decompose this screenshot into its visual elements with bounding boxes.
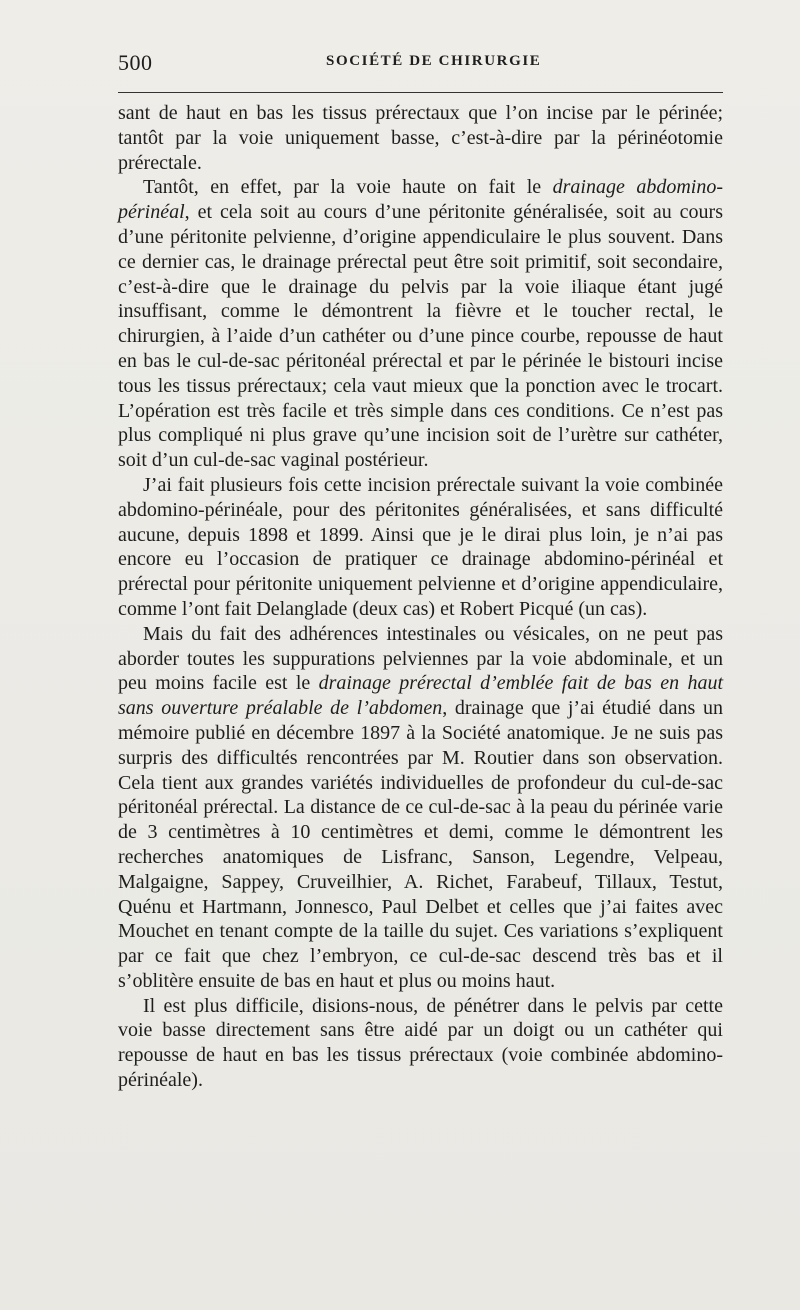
paragraph-3-text: J’ai fait plusieurs fois cette incision prérectale suivant la voie combinée abdomino-périnéale, pour des péritonites généralisées, et sans difficulté aucune, depuis 1898 et 1899. Ainsi que je le dirai plus loin, je n’ai pas encore eu l’occasion de pratiquer ce drainage abdomino-périnéal et prérectal pour péritonite uniquement pelvienne et d’origine appendiculaire, comme l’ont fait Delanglade (deux cas) et Robert Picqué (un cas). xyxy=(118,473,723,620)
paragraph-4 xyxy=(118,622,723,994)
paragraph-2-italic-term: drainage abdomino-périnéal xyxy=(118,176,723,224)
header-rule xyxy=(118,92,723,93)
paragraph-4-text-after: , drainage que j’ai étudié dans un mémoire publié en décembre 1897 à la Société anatomique. Je ne suis pas surpris des difficultés rencontrées par M. Routier dans son observation. Cela tient aux grandes variétés individuelles de profondeur du cul-de-sac péritonéal prérectal. La distance de ce cul-de-sac à la peau du périnée varie de 3 centimètres à 10 centimètres et demi, comme le démontrent les recherches anatomiques de Lisfranc, Sanson, Legendre, Velpeau, Malgaigne, Sappey, Cruveilhier, A. Richet, Farabeuf, Tillaux, Testut, Quénu et Hartmann, Jonnesco, Paul Delbet et celles que j’ai faites avec Mouchet en tenant compte de la taille du sujet. Ces variations s’expliquent par ce fait que chez l’embryon, ce cul-de-sac descend très bas et il s’oblitère ensuite de bas en haut et plus ou moins haut. xyxy=(118,697,723,992)
paragraph-5 xyxy=(118,994,723,1093)
paragraph-4-text-before: Mais du fait des adhérences intestinales ou vésicales, on ne peut pas aborder toutes les suppurations pelviennes par la voie abdominale, et un peu moins facile est le xyxy=(118,622,723,695)
page-header xyxy=(118,50,723,80)
paragraph-1 xyxy=(118,101,723,175)
paragraph-2-text-before: Tantôt, en effet, par la voie haute on fait le xyxy=(143,176,553,199)
paragraph-1-text: sant de haut en bas les tissus prérectaux que l’on incise par le périnée; tantôt par la voie uniquement basse, c’est-à-dire par la périnéotomie prérectale. xyxy=(118,102,723,174)
body-text xyxy=(118,101,723,1093)
paragraph-2 xyxy=(118,175,723,473)
paragraph-5-text: Il est plus difficile, disions-nous, de pénétrer dans le pelvis par cette voie basse directement sans être aidé par un doigt ou un cathéter qui repousse de haut en bas les tissus prérectaux (voie combinée abdomino-périnéale). xyxy=(118,994,723,1092)
page-number: 500 xyxy=(118,50,153,75)
paragraph-2-text-after: , et cela soit au cours d’une péritonite généralisée, soit au cours d’une péritonite pelvienne, d’origine appendiculaire le plus souvent. Dans ce dernier cas, le drainage prérectal peut être soit primitif, soit secondaire, c’est-à-dire que le drainage du pelvis par la voie iliaque étant jugé insuffisant, comme le démontrent la fièvre et le toucher rectal, le chirurgien, à l’aide d’un cathéter ou d’une pince courbe, repousse de haut en bas le cul-de-sac péritonéal prérectal et par le périnée le bistouri incise tous les tissus prérectaux; cela vaut mieux que la ponction avec le trocart. L’opération est très facile et très simple dans ces conditions. Ce n’est pas plus compliqué ni plus grave qu’une incision soit de l’urètre sur cathéter, soit d’un cul-de-sac vaginal postérieur. xyxy=(118,201,723,472)
running-title: SOCIÉTÉ DE CHIRURGIE xyxy=(326,53,542,69)
paragraph-3 xyxy=(118,473,723,622)
paragraph-4-italic-term: drainage prérectal d’emblée fait de bas en haut sans ouverture préalable de l’abdomen xyxy=(118,672,724,720)
